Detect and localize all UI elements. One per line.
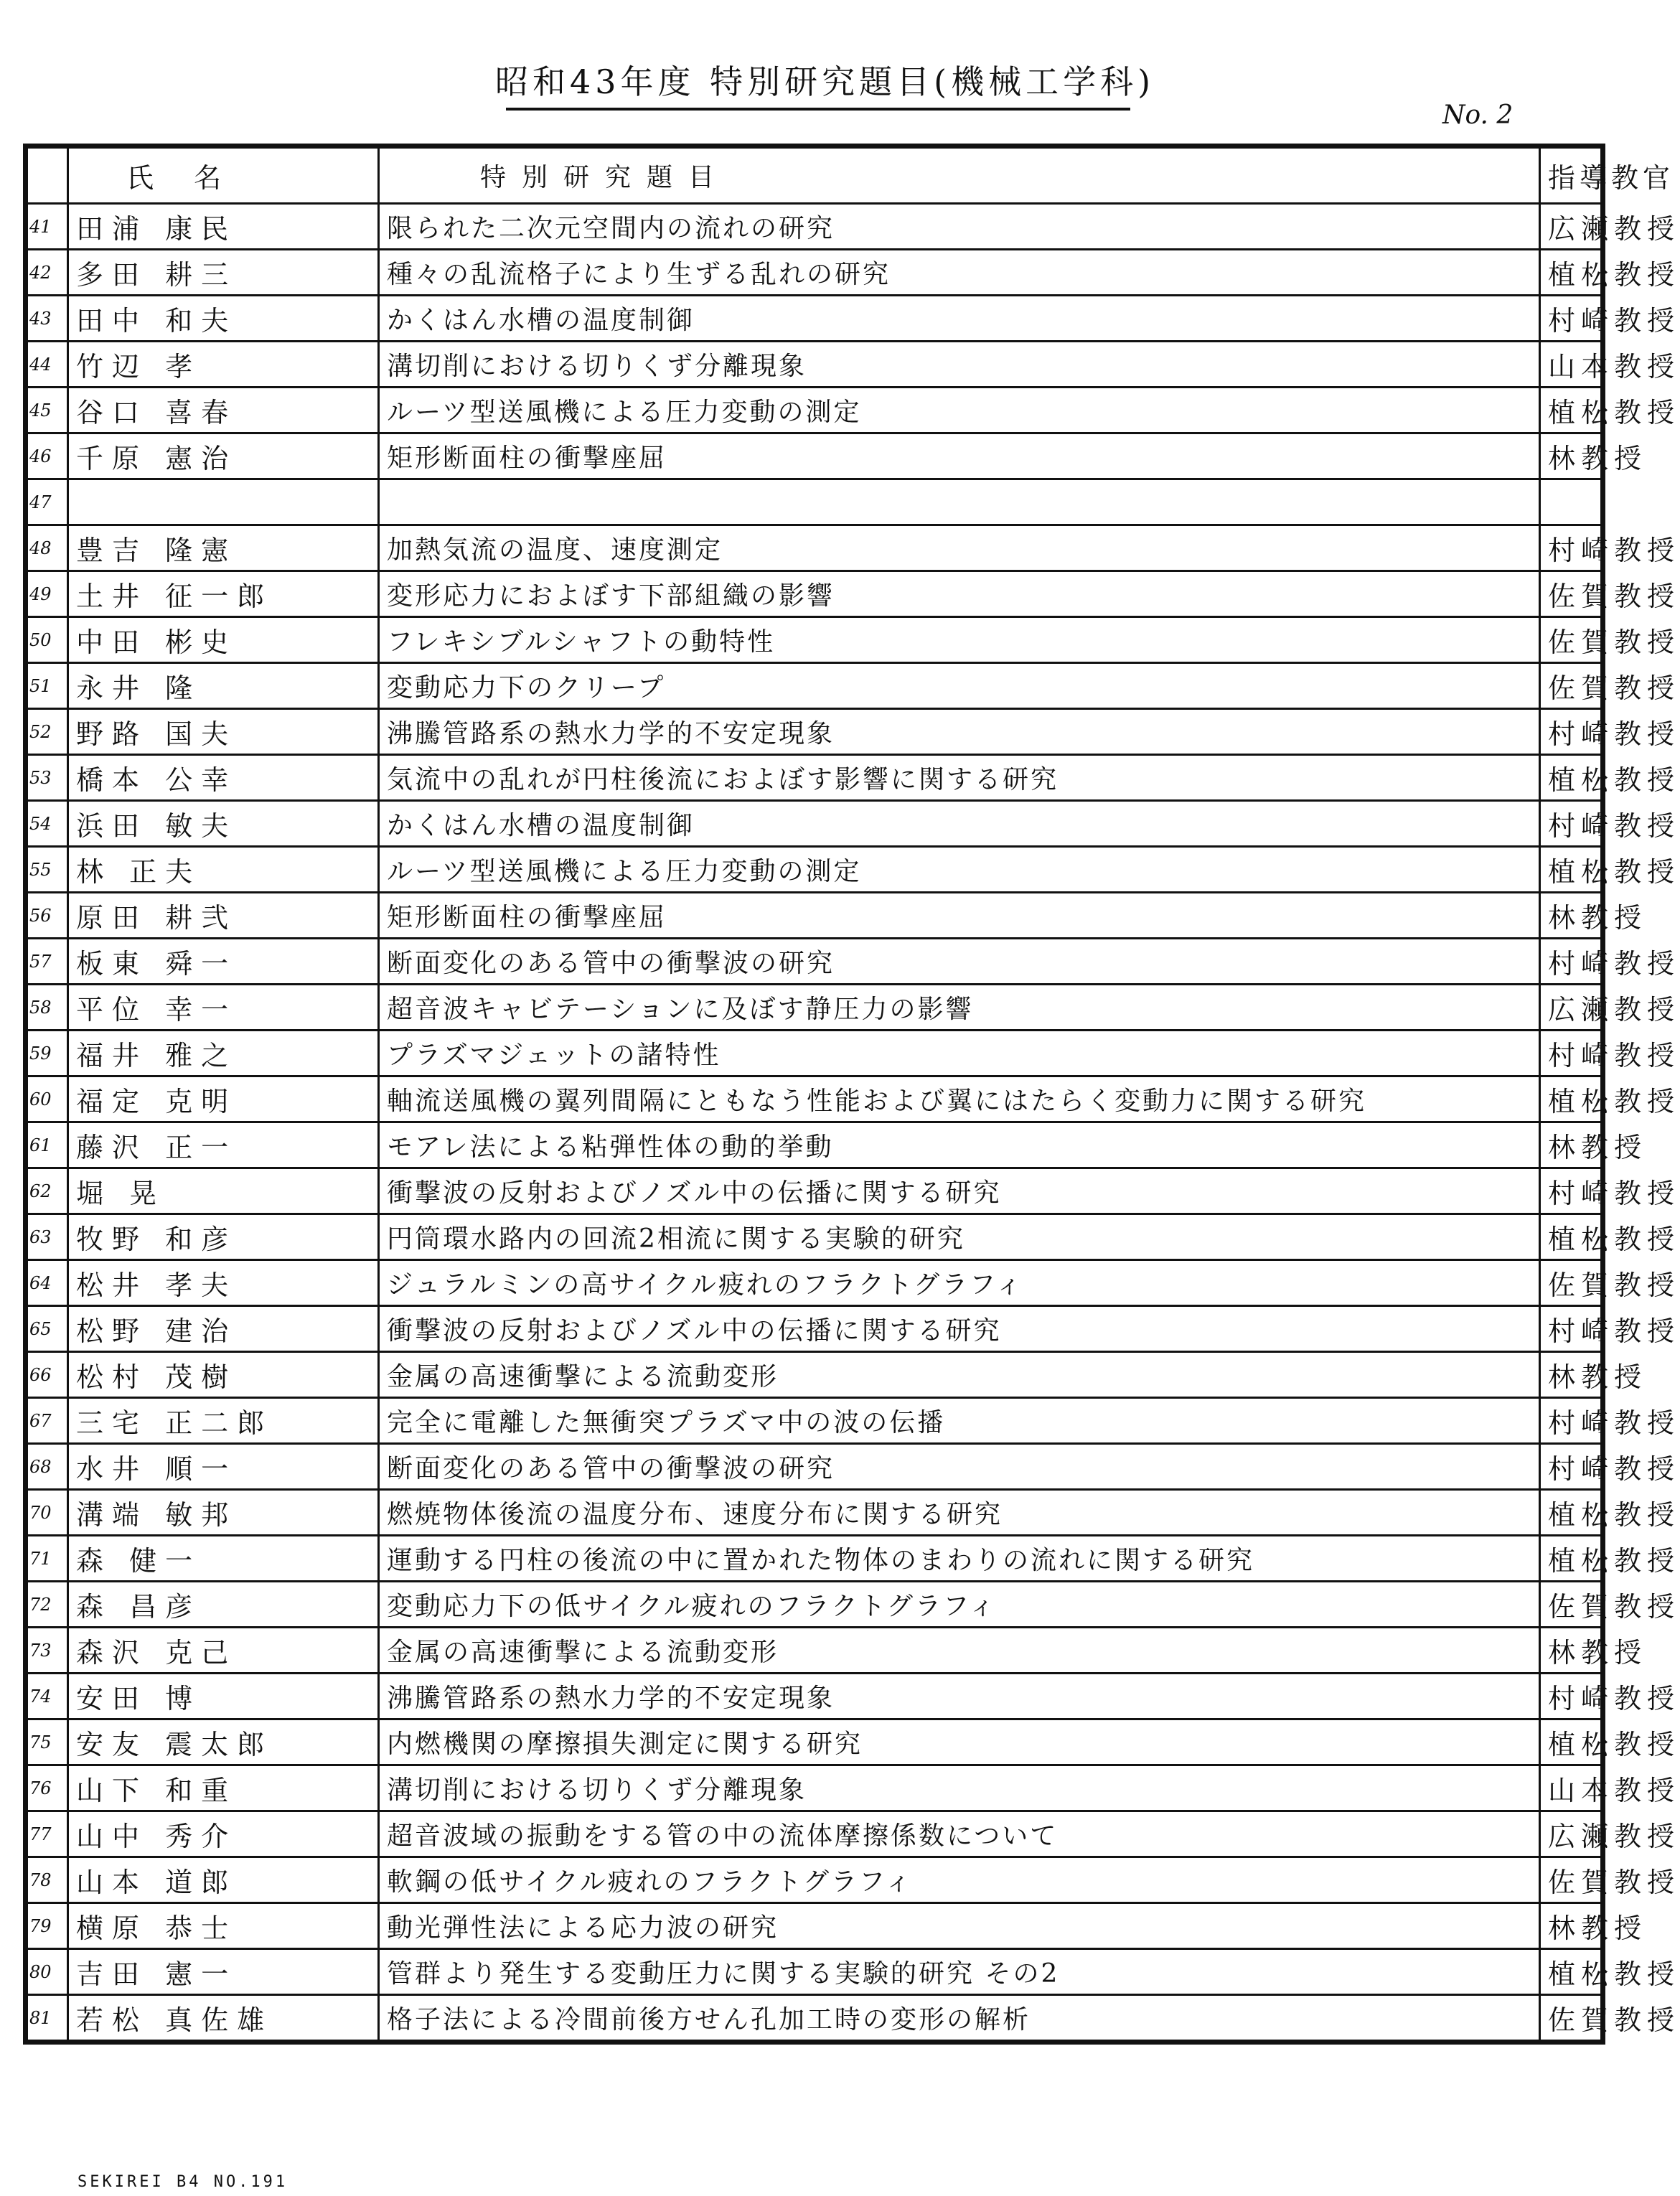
row-number: 68 xyxy=(27,1444,68,1490)
table-row xyxy=(27,1306,1602,1352)
advisor-name: 林教授 xyxy=(1540,1122,1602,1168)
advisor-name: 村崎教授 xyxy=(1540,939,1602,985)
table-row xyxy=(27,1765,1602,1811)
student-name: 山中 秀介 xyxy=(68,1811,379,1857)
research-topic: 内燃機関の摩擦損失測定に関する研究 xyxy=(379,1719,1540,1765)
student-name: 溝端 敏邦 xyxy=(68,1490,379,1536)
advisor-name: 植松教授 xyxy=(1540,1719,1602,1765)
research-topic: 管群より発生する変動圧力に関する実験的研究 その2 xyxy=(379,1949,1540,1995)
advisor-name: 広瀬教授 xyxy=(1540,204,1602,250)
advisor-name: 佐賀教授 xyxy=(1540,617,1602,663)
table-row xyxy=(27,1398,1602,1444)
row-number: 78 xyxy=(27,1857,68,1903)
row-number: 70 xyxy=(27,1490,68,1536)
research-topic: モアレ法による粘弾性体の動的挙動 xyxy=(379,1122,1540,1168)
row-number: 41 xyxy=(27,204,68,250)
student-name: 土井 征一郎 xyxy=(68,571,379,617)
research-topic: 燃焼物体後流の温度分布、速度分布に関する研究 xyxy=(379,1490,1540,1536)
student-name: 谷口 喜春 xyxy=(68,388,379,433)
student-name: 千原 憲治 xyxy=(68,433,379,479)
table-row xyxy=(27,525,1602,571)
row-number: 53 xyxy=(27,755,68,801)
row-number: 64 xyxy=(27,1260,68,1306)
student-name: 堀 晃 xyxy=(68,1168,379,1214)
advisor-name: 広瀬教授 xyxy=(1540,985,1602,1031)
table-row xyxy=(27,1536,1602,1582)
table-row xyxy=(27,1857,1602,1903)
student-name: 三宅 正二郎 xyxy=(68,1398,379,1444)
row-number: 74 xyxy=(27,1674,68,1719)
table-row xyxy=(27,801,1602,847)
table-row xyxy=(27,709,1602,755)
advisor-name: 林教授 xyxy=(1540,1903,1602,1949)
research-topic: 沸騰管路系の熱水力学的不安定現象 xyxy=(379,1674,1540,1719)
row-number: 73 xyxy=(27,1628,68,1674)
research-topic: 動光弾性法による応力波の研究 xyxy=(379,1903,1540,1949)
row-number: 43 xyxy=(27,296,68,342)
row-number: 67 xyxy=(27,1398,68,1444)
header-number xyxy=(27,148,68,204)
advisor-name: 佐賀教授 xyxy=(1540,1857,1602,1903)
table-row xyxy=(27,388,1602,433)
table-row xyxy=(27,1719,1602,1765)
table-row xyxy=(27,1811,1602,1857)
student-name: 水井 順一 xyxy=(68,1444,379,1490)
table-row xyxy=(27,204,1602,250)
table-row xyxy=(27,1122,1602,1168)
advisor-name: 佐賀教授 xyxy=(1540,1260,1602,1306)
table-row xyxy=(27,571,1602,617)
student-name: 森沢 克己 xyxy=(68,1628,379,1674)
research-topic: ジュラルミンの高サイクル疲れのフラクトグラフィ xyxy=(379,1260,1540,1306)
advisor-name: 林教授 xyxy=(1540,893,1602,939)
row-number: 66 xyxy=(27,1352,68,1398)
table-row xyxy=(27,1995,1602,2041)
student-name: 山下 和重 xyxy=(68,1765,379,1811)
research-topic: 超音波キャビテーションに及ぼす静圧力の影響 xyxy=(379,985,1540,1031)
row-number: 76 xyxy=(27,1765,68,1811)
student-name: 山本 道郎 xyxy=(68,1857,379,1903)
title-underline xyxy=(506,108,1130,111)
advisor-name: 山本教授 xyxy=(1540,1765,1602,1811)
table-row xyxy=(27,479,1602,525)
paper-brand-mark: SEKIREI B4 NO.191 xyxy=(78,2173,288,2191)
advisor-name: 佐賀教授 xyxy=(1540,663,1602,709)
research-topic: 加熱気流の温度、速度測定 xyxy=(379,525,1540,571)
student-name xyxy=(68,479,379,525)
advisor-name: 村崎教授 xyxy=(1540,296,1602,342)
advisor-name: 植松教授 xyxy=(1540,1076,1602,1122)
research-topic: 円筒環水路内の回流2相流に関する実験的研究 xyxy=(379,1214,1540,1260)
student-name: 安田 博 xyxy=(68,1674,379,1719)
document-title: 昭和43年度 特別研究題目(機械工学科) xyxy=(495,62,1155,101)
advisor-name: 山本教授 xyxy=(1540,342,1602,388)
student-name: 橋本 公幸 xyxy=(68,755,379,801)
row-number: 77 xyxy=(27,1811,68,1857)
research-topic: 格子法による冷間前後方せん孔加工時の変形の解析 xyxy=(379,1995,1540,2041)
student-name: 野路 国夫 xyxy=(68,709,379,755)
research-topics-table-frame xyxy=(23,144,1680,2045)
student-name: 板東 舜一 xyxy=(68,939,379,985)
research-topic: プラズマジェットの諸特性 xyxy=(379,1031,1540,1076)
student-name: 福井 雅之 xyxy=(68,1031,379,1076)
advisor-name: 村崎教授 xyxy=(1540,1031,1602,1076)
student-name: 多田 耕三 xyxy=(68,250,379,296)
row-number: 42 xyxy=(27,250,68,296)
student-name: 田浦 康民 xyxy=(68,204,379,250)
research-topic: 断面変化のある管中の衝撃波の研究 xyxy=(379,939,1540,985)
research-topic: 金属の高速衝撃による流動変形 xyxy=(379,1352,1540,1398)
student-name: 横原 恭士 xyxy=(68,1903,379,1949)
row-number: 58 xyxy=(27,985,68,1031)
student-name: 若松 真佐雄 xyxy=(68,1995,379,2041)
student-name: 森 健一 xyxy=(68,1536,379,1582)
row-number: 57 xyxy=(27,939,68,985)
student-name: 原田 耕弐 xyxy=(68,893,379,939)
row-number: 81 xyxy=(27,1995,68,2041)
row-number: 63 xyxy=(27,1214,68,1260)
student-name: 松井 孝夫 xyxy=(68,1260,379,1306)
row-number: 50 xyxy=(27,617,68,663)
row-number: 75 xyxy=(27,1719,68,1765)
advisor-name: 村崎教授 xyxy=(1540,1306,1602,1352)
table-row xyxy=(27,663,1602,709)
row-number: 79 xyxy=(27,1903,68,1949)
student-name: 平位 幸一 xyxy=(68,985,379,1031)
row-number: 56 xyxy=(27,893,68,939)
advisor-name: 植松教授 xyxy=(1540,755,1602,801)
research-topic: ルーツ型送風機による圧力変動の測定 xyxy=(379,388,1540,433)
advisor-name: 佐賀教授 xyxy=(1540,1995,1602,2041)
research-topic: 溝切削における切りくず分離現象 xyxy=(379,1765,1540,1811)
header-topic: 特別研究題目 xyxy=(379,148,1540,204)
table-row xyxy=(27,1031,1602,1076)
row-number: 55 xyxy=(27,847,68,893)
table-row xyxy=(27,1444,1602,1490)
research-topic: 限られた二次元空間内の流れの研究 xyxy=(379,204,1540,250)
advisor-name: 林教授 xyxy=(1540,1352,1602,1398)
row-number: 54 xyxy=(27,801,68,847)
research-topic: 金属の高速衝撃による流動変形 xyxy=(379,1628,1540,1674)
student-name: 浜田 敏夫 xyxy=(68,801,379,847)
student-name: 永井 隆 xyxy=(68,663,379,709)
research-topic: 変動応力下のクリープ xyxy=(379,663,1540,709)
advisor-name: 植松教授 xyxy=(1540,388,1602,433)
row-number: 49 xyxy=(27,571,68,617)
advisor-name: 植松教授 xyxy=(1540,1536,1602,1582)
student-name: 林 正夫 xyxy=(68,847,379,893)
research-topic: 気流中の乱れが円柱後流におよぼす影響に関する研究 xyxy=(379,755,1540,801)
row-number: 72 xyxy=(27,1582,68,1628)
advisor-name: 植松教授 xyxy=(1540,847,1602,893)
research-topic: 種々の乱流格子により生ずる乱れの研究 xyxy=(379,250,1540,296)
student-name: 豊吉 隆憲 xyxy=(68,525,379,571)
table-row xyxy=(27,1260,1602,1306)
table-row xyxy=(27,1949,1602,1995)
advisor-name: 佐賀教授 xyxy=(1540,571,1602,617)
research-topic: かくはん水槽の温度制御 xyxy=(379,801,1540,847)
table-row xyxy=(27,1076,1602,1122)
advisor-name: 村崎教授 xyxy=(1540,801,1602,847)
row-number: 80 xyxy=(27,1949,68,1995)
research-topic xyxy=(379,479,1540,525)
research-topic: 変動応力下の低サイクル疲れのフラクトグラフィ xyxy=(379,1582,1540,1628)
advisor-name: 村崎教授 xyxy=(1540,525,1602,571)
table-row xyxy=(27,847,1602,893)
row-number: 62 xyxy=(27,1168,68,1214)
table-row xyxy=(27,1352,1602,1398)
research-topic: ルーツ型送風機による圧力変動の測定 xyxy=(379,847,1540,893)
research-topic: 軟鋼の低サイクル疲れのフラクトグラフィ xyxy=(379,1857,1540,1903)
research-topic: 沸騰管路系の熱水力学的不安定現象 xyxy=(379,709,1540,755)
advisor-name xyxy=(1540,479,1602,525)
advisor-name: 林教授 xyxy=(1540,1628,1602,1674)
row-number: 47 xyxy=(27,479,68,525)
table-row xyxy=(27,1628,1602,1674)
advisor-name: 植松教授 xyxy=(1540,1949,1602,1995)
page-number: No. 2 xyxy=(1442,100,1514,130)
row-number: 61 xyxy=(27,1122,68,1168)
research-topic: フレキシブルシャフトの動特性 xyxy=(379,617,1540,663)
table-row xyxy=(27,1582,1602,1628)
research-topic: 矩形断面柱の衝撃座屈 xyxy=(379,433,1540,479)
advisor-name: 植松教授 xyxy=(1540,1214,1602,1260)
student-name: 吉田 憲一 xyxy=(68,1949,379,1995)
student-name: 竹辺 孝 xyxy=(68,342,379,388)
student-name: 安友 震太郎 xyxy=(68,1719,379,1765)
row-number: 45 xyxy=(27,388,68,433)
research-topic: 衝撃波の反射およびノズル中の伝播に関する研究 xyxy=(379,1168,1540,1214)
advisor-name: 村崎教授 xyxy=(1540,1398,1602,1444)
table-row xyxy=(27,1674,1602,1719)
table-row xyxy=(27,939,1602,985)
student-name: 藤沢 正一 xyxy=(68,1122,379,1168)
advisor-name: 広瀬教授 xyxy=(1540,1811,1602,1857)
student-name: 松野 建治 xyxy=(68,1306,379,1352)
student-name: 牧野 和彦 xyxy=(68,1214,379,1260)
advisor-name: 植松教授 xyxy=(1540,250,1602,296)
research-topic: 変形応力におよぼす下部組織の影響 xyxy=(379,571,1540,617)
row-number: 71 xyxy=(27,1536,68,1582)
student-name: 田中 和夫 xyxy=(68,296,379,342)
row-number: 65 xyxy=(27,1306,68,1352)
advisor-name: 植松教授 xyxy=(1540,1490,1602,1536)
table-row xyxy=(27,755,1602,801)
table-row xyxy=(27,617,1602,663)
advisor-name: 村崎教授 xyxy=(1540,1168,1602,1214)
row-number: 52 xyxy=(27,709,68,755)
student-name: 森 昌彦 xyxy=(68,1582,379,1628)
student-name: 中田 彬史 xyxy=(68,617,379,663)
table-row xyxy=(27,342,1602,388)
table-row xyxy=(27,985,1602,1031)
research-topic: 矩形断面柱の衝撃座屈 xyxy=(379,893,1540,939)
table-header-row xyxy=(27,148,1602,204)
table-row xyxy=(27,433,1602,479)
research-topic: 運動する円柱の後流の中に置かれた物体のまわりの流れに関する研究 xyxy=(379,1536,1540,1582)
student-name: 松村 茂樹 xyxy=(68,1352,379,1398)
research-topic: 断面変化のある管中の衝撃波の研究 xyxy=(379,1444,1540,1490)
header-advisor: 指導教官 xyxy=(1540,148,1602,204)
row-number: 48 xyxy=(27,525,68,571)
advisor-name: 村崎教授 xyxy=(1540,709,1602,755)
header-name: 氏 名 xyxy=(68,148,379,204)
research-topic: かくはん水槽の温度制御 xyxy=(379,296,1540,342)
research-topic: 溝切削における切りくず分離現象 xyxy=(379,342,1540,388)
research-topic: 超音波域の振動をする管の中の流体摩擦係数について xyxy=(379,1811,1540,1857)
table-row xyxy=(27,893,1602,939)
research-topic: 衝撃波の反射およびノズル中の伝播に関する研究 xyxy=(379,1306,1540,1352)
advisor-name: 村崎教授 xyxy=(1540,1674,1602,1719)
row-number: 59 xyxy=(27,1031,68,1076)
row-number: 51 xyxy=(27,663,68,709)
table-row xyxy=(27,1214,1602,1260)
row-number: 60 xyxy=(27,1076,68,1122)
advisor-name: 佐賀教授 xyxy=(1540,1582,1602,1628)
advisor-name: 村崎教授 xyxy=(1540,1444,1602,1490)
research-topic: 軸流送風機の翼列間隔にともなう性能および翼にはたらく変動力に関する研究 xyxy=(379,1076,1540,1122)
table-row xyxy=(27,296,1602,342)
row-number: 46 xyxy=(27,433,68,479)
student-name: 福定 克明 xyxy=(68,1076,379,1122)
research-topic: 完全に電離した無衝突プラズマ中の波の伝播 xyxy=(379,1398,1540,1444)
table-row xyxy=(27,1168,1602,1214)
advisor-name: 林教授 xyxy=(1540,433,1602,479)
research-topics-table xyxy=(26,146,1680,2042)
table-row xyxy=(27,250,1602,296)
row-number: 44 xyxy=(27,342,68,388)
table-row xyxy=(27,1903,1602,1949)
table-row xyxy=(27,1490,1602,1536)
